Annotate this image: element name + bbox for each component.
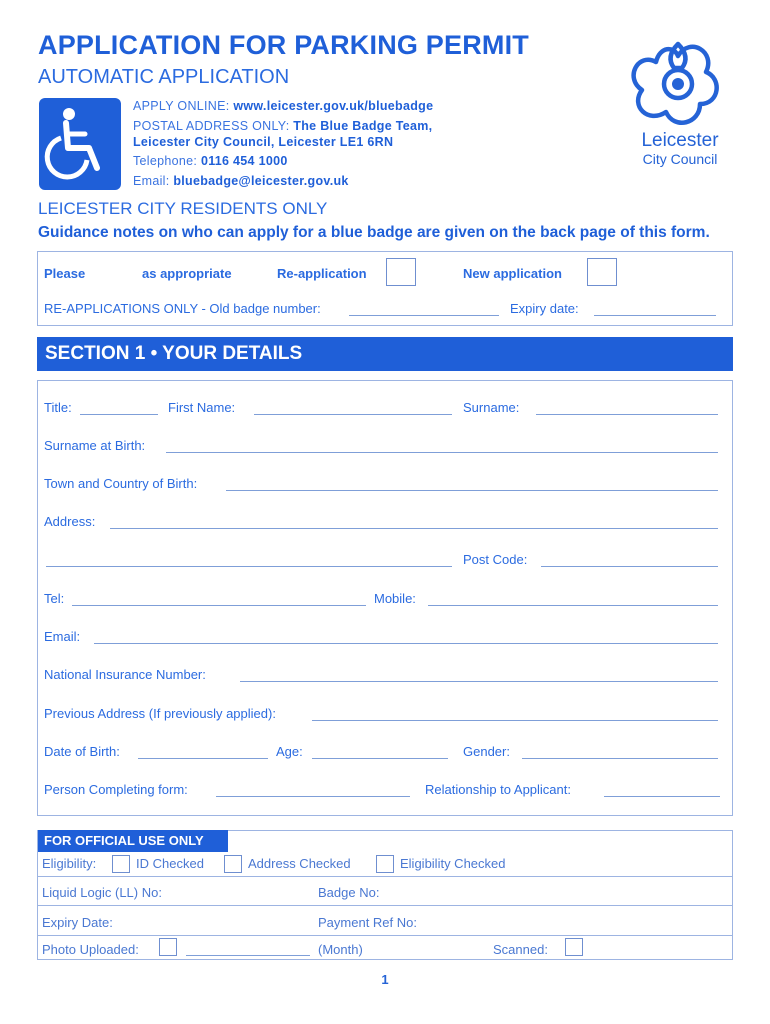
dob-label: Date of Birth:	[44, 744, 120, 759]
new-application-label: New application	[463, 266, 562, 281]
title-label: Title:	[44, 400, 72, 415]
official-divider	[37, 905, 733, 906]
age-input[interactable]	[312, 758, 448, 759]
wheelchair-icon	[39, 98, 121, 190]
apply-online-link[interactable]: www.leicester.gov.uk/bluebadge	[233, 99, 434, 113]
email-input[interactable]	[94, 643, 718, 644]
gender-label: Gender:	[463, 744, 510, 759]
email-line: Email: bluebadge@leicester.gov.uk	[133, 174, 349, 188]
id-checked-checkbox[interactable]	[112, 855, 130, 873]
logo-text-leicester: Leicester	[641, 130, 719, 151]
old-badge-input[interactable]	[349, 315, 499, 316]
email-label: Email:	[44, 629, 81, 644]
payment-ref-label: Payment Ref No:	[318, 915, 417, 930]
email-link[interactable]: bluebadge@leicester.gov.uk	[173, 174, 349, 188]
residents-notice: LEICESTER CITY RESIDENTS ONLY	[38, 199, 328, 218]
mobile-label: Mobile:	[374, 591, 416, 606]
surname-at-birth-label: Surname at Birth:	[44, 438, 146, 453]
scanned-label: Scanned:	[493, 942, 548, 957]
person-completing-label: Person Completing form:	[44, 782, 188, 797]
previous-address-label: Previous Address (If previously applied):	[44, 706, 276, 721]
tel-input[interactable]	[72, 605, 366, 606]
address-checked-checkbox[interactable]	[224, 855, 242, 873]
surname-label: Surname:	[463, 400, 520, 415]
town-country-input[interactable]	[226, 490, 718, 491]
relationship-input[interactable]	[604, 796, 720, 797]
official-divider	[37, 876, 733, 877]
post-code-input[interactable]	[541, 566, 718, 567]
eligibility-label: Eligibility:	[42, 856, 97, 871]
address-input-line-2[interactable]	[46, 566, 452, 567]
person-completing-input[interactable]	[216, 796, 410, 797]
ni-number-label: National Insurance Number:	[44, 667, 206, 682]
town-country-label: Town and Country of Birth:	[44, 476, 198, 491]
scanned-checkbox[interactable]	[565, 938, 583, 956]
old-badge-label: RE-APPLICATIONS ONLY - Old badge number:	[44, 301, 321, 316]
gender-input[interactable]	[522, 758, 718, 759]
please-label: Please	[44, 266, 86, 281]
expiry-date-input[interactable]	[594, 315, 716, 316]
official-use-title: FOR OFFICIAL USE ONLY	[44, 833, 204, 848]
month-label: (Month)	[318, 942, 363, 957]
dob-input[interactable]	[138, 758, 268, 759]
guidance-note: Guidance notes on who can apply for a blue badge are given on the back page of this form.	[38, 224, 710, 241]
ll-no-label: Liquid Logic (LL) No:	[42, 885, 162, 900]
title-input[interactable]	[80, 414, 158, 415]
section-1-title: SECTION 1 • YOUR DETAILS	[45, 343, 303, 364]
month-input[interactable]	[186, 955, 310, 956]
reapplication-label: Re-application	[277, 266, 367, 281]
eligibility-checked-checkbox[interactable]	[376, 855, 394, 873]
previous-address-input[interactable]	[312, 720, 718, 721]
address-label: Address:	[44, 514, 96, 529]
mobile-input[interactable]	[428, 605, 718, 606]
postal-line: POSTAL ADDRESS ONLY: The Blue Badge Team,	[133, 119, 433, 133]
apply-online-line: APPLY ONLINE: www.leicester.gov.uk/bluebadge	[133, 99, 434, 113]
id-checked-label: ID Checked	[136, 856, 204, 871]
new-application-checkbox[interactable]	[587, 258, 617, 286]
address-checked-label: Address Checked	[248, 856, 351, 871]
badge-no-label: Badge No:	[318, 885, 380, 900]
logo-text-city-council: City Council	[642, 151, 718, 167]
page-title: APPLICATION FOR PARKING PERMIT	[38, 30, 529, 60]
eligibility-checked-label: Eligibility Checked	[400, 856, 506, 871]
expiry-date-official-label: Expiry Date:	[42, 915, 113, 930]
expiry-date-label: Expiry date:	[510, 301, 579, 316]
first-name-input[interactable]	[254, 414, 452, 415]
as-appropriate-label: as appropriate	[142, 266, 232, 281]
first-name-label: First Name:	[168, 400, 236, 415]
postal-line-2: Leicester City Council, Leicester LE1 6RN	[133, 135, 394, 149]
photo-uploaded-label: Photo Uploaded:	[42, 942, 139, 957]
page-subtitle: AUTOMATIC APPLICATION	[38, 66, 290, 88]
age-label: Age:	[276, 744, 303, 759]
reapplication-checkbox[interactable]	[386, 258, 416, 286]
official-divider	[37, 935, 733, 936]
surname-at-birth-input[interactable]	[166, 452, 718, 453]
ni-number-input[interactable]	[240, 681, 718, 682]
page-number: 1	[381, 972, 389, 987]
post-code-label: Post Code:	[463, 552, 528, 567]
address-input[interactable]	[110, 528, 718, 529]
relationship-label: Relationship to Applicant:	[425, 782, 571, 797]
telephone-line: Telephone: 0116 454 1000	[133, 154, 288, 168]
surname-input[interactable]	[536, 414, 718, 415]
tel-label: Tel:	[44, 591, 65, 606]
photo-uploaded-checkbox[interactable]	[159, 938, 177, 956]
